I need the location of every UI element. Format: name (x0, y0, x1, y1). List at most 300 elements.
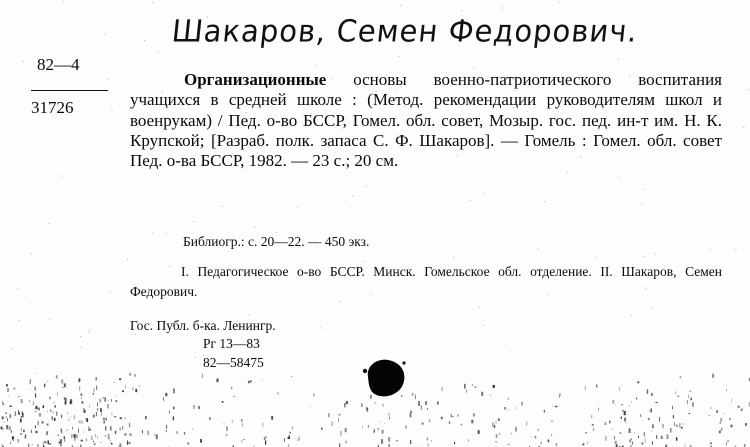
noise-speck (13, 437, 15, 441)
noise-speck (114, 382, 115, 383)
noise-speck (504, 344, 505, 345)
noise-speck (11, 430, 12, 433)
noise-speck (555, 406, 557, 408)
noise-speck (80, 336, 81, 337)
noise-speck (122, 426, 123, 430)
noise-speck (470, 200, 471, 201)
noise-speck (243, 439, 245, 440)
noise-speck (498, 418, 500, 421)
noise-speck (125, 433, 127, 435)
noise-speck (494, 425, 495, 428)
noise-speck (741, 409, 743, 412)
noise-speck (632, 442, 633, 445)
noise-speck (587, 441, 588, 444)
noise-speck (709, 415, 710, 416)
noise-speck (429, 419, 431, 422)
noise-speck (13, 388, 15, 390)
noise-speck (297, 206, 298, 207)
noise-speck (461, 424, 462, 425)
noise-speck (148, 431, 149, 435)
noise-speck (462, 10, 463, 11)
noise-speck (108, 434, 110, 437)
noise-speck (35, 393, 36, 397)
noise-speck (38, 421, 39, 425)
noise-speck (144, 40, 145, 41)
noise-speck (345, 441, 346, 444)
noise-speck (526, 421, 527, 425)
noise-speck (471, 420, 473, 424)
noise-speck (133, 387, 134, 390)
noise-speck (70, 399, 72, 404)
noise-speck (81, 440, 83, 442)
noise-speck (130, 434, 132, 436)
noise-speck (292, 426, 293, 429)
noise-speck (710, 443, 712, 444)
noise-speck (90, 329, 91, 330)
noise-speck (724, 413, 725, 415)
noise-speck (53, 402, 54, 403)
noise-speck (332, 421, 333, 426)
noise-speck (105, 435, 106, 437)
noise-speck (479, 307, 480, 308)
noise-speck (481, 392, 483, 396)
noise-speck (134, 374, 136, 377)
noise-speck (538, 249, 539, 250)
noise-speck (647, 389, 648, 394)
noise-speck (458, 414, 459, 416)
noise-speck (79, 421, 81, 424)
noise-speck (412, 393, 414, 396)
tracings (130, 262, 722, 302)
noise-speck (596, 385, 597, 388)
noise-speck (710, 249, 711, 250)
noise-speck (726, 442, 727, 446)
noise-speck (115, 431, 116, 434)
noise-speck (625, 422, 626, 423)
noise-speck (176, 431, 178, 434)
noise-speck (483, 325, 484, 326)
noise-speck (591, 415, 592, 418)
noise-speck (475, 386, 477, 388)
noise-speck (615, 404, 616, 405)
noise-speck (18, 320, 19, 321)
noise-speck (441, 417, 443, 420)
noise-speck (74, 415, 75, 419)
noise-speck (425, 401, 426, 405)
noise-speck (673, 415, 674, 418)
noise-speck (184, 432, 185, 435)
noise-speck (18, 410, 19, 412)
noise-speck (515, 427, 517, 432)
bibliography-note: Библиогр.: с. 20—22. — 450 экз. (183, 234, 370, 249)
noise-speck (105, 397, 106, 401)
noise-speck (661, 436, 663, 439)
noise-speck (731, 425, 733, 428)
noise-speck (592, 424, 594, 426)
noise-speck (21, 399, 23, 403)
noise-speck (120, 443, 122, 447)
noise-speck (644, 432, 645, 436)
noise-speck (735, 249, 736, 250)
noise-speck (291, 376, 292, 377)
noise-speck (56, 375, 58, 378)
noise-speck (410, 411, 412, 413)
noise-speck (652, 424, 654, 428)
noise-speck (366, 407, 368, 410)
noise-speck (231, 387, 232, 390)
noise-speck (454, 442, 455, 444)
noise-speck (651, 393, 653, 396)
noise-speck (39, 413, 41, 416)
noise-speck (631, 401, 632, 402)
noise-speck (557, 406, 559, 407)
noise-speck (629, 405, 630, 406)
noise-speck (103, 418, 105, 420)
noise-speck (104, 34, 105, 35)
noise-speck (67, 430, 68, 431)
noise-speck (112, 416, 113, 417)
shelf-divider (31, 90, 108, 91)
noise-speck (193, 428, 194, 430)
noise-speck (194, 405, 195, 409)
noise-speck (677, 396, 679, 397)
noise-speck (464, 384, 466, 389)
noise-speck (615, 441, 617, 444)
noise-speck (110, 441, 111, 442)
noise-speck (69, 418, 70, 421)
noise-speck (687, 400, 688, 404)
noise-speck (642, 203, 643, 204)
noise-speck (85, 410, 86, 412)
noise-speck (605, 436, 606, 441)
noise-speck (676, 425, 678, 427)
noise-speck (683, 423, 684, 424)
noise-speck (531, 437, 532, 438)
noise-speck (431, 440, 432, 442)
noise-speck (46, 431, 48, 435)
noise-speck (640, 414, 641, 417)
noise-speck (38, 408, 40, 411)
noise-speck (680, 376, 682, 379)
noise-speck (119, 428, 121, 431)
noise-speck (94, 443, 96, 445)
noise-speck (165, 393, 167, 396)
noise-speck (125, 418, 126, 420)
noise-speck (65, 398, 67, 402)
noise-speck (721, 428, 722, 431)
noise-speck (119, 445, 120, 447)
noise-speck (473, 68, 474, 69)
library-name: Гос. Публ. б-ка. Ленингр. (130, 318, 276, 333)
noise-speck (316, 65, 317, 66)
noise-speck (95, 434, 96, 437)
noise-speck (32, 444, 33, 445)
noise-speck (10, 442, 11, 445)
noise-speck (551, 434, 552, 436)
noise-speck (209, 417, 210, 420)
noise-speck (57, 392, 58, 396)
noise-speck (713, 374, 714, 378)
shelf-mark: 82—4 (37, 55, 80, 74)
noise-speck (99, 399, 101, 403)
noise-speck (264, 437, 266, 440)
noise-speck (662, 424, 663, 428)
noise-speck (675, 391, 676, 393)
noise-speck (421, 406, 422, 410)
noise-speck (511, 433, 512, 434)
noise-speck (87, 418, 89, 422)
noise-speck (86, 438, 87, 441)
noise-speck (585, 432, 587, 433)
noise-speck (503, 8, 504, 9)
noise-speck (490, 395, 491, 396)
noise-speck (263, 423, 264, 427)
noise-speck (112, 413, 113, 415)
noise-speck (125, 385, 126, 388)
noise-speck (50, 410, 51, 412)
noise-speck (108, 400, 109, 402)
noise-speck (84, 412, 85, 413)
noise-speck (743, 127, 744, 128)
noise-speck (43, 442, 44, 446)
noise-speck (559, 396, 560, 397)
noise-speck (672, 406, 673, 410)
noise-speck (556, 443, 557, 446)
noise-speck (173, 407, 174, 410)
noise-speck (232, 420, 233, 423)
noise-speck (54, 418, 56, 421)
noise-speck (29, 389, 30, 390)
noise-speck (361, 403, 363, 407)
noise-speck (44, 384, 46, 388)
noise-speck (119, 378, 121, 380)
noise-speck (629, 440, 631, 443)
noise-speck (241, 419, 242, 421)
noise-speck (35, 425, 36, 428)
noise-speck (49, 223, 50, 224)
noise-speck (451, 414, 452, 417)
noise-speck (620, 387, 621, 392)
noise-speck (43, 405, 45, 408)
noise-speck (381, 439, 383, 444)
noise-speck (410, 413, 412, 418)
noise-speck (405, 425, 406, 428)
noise-speck (367, 408, 369, 412)
noise-speck (74, 437, 75, 441)
noise-speck (222, 401, 224, 403)
library-number-2: 82—58475 (203, 355, 264, 370)
noise-speck (297, 440, 298, 441)
noise-speck (7, 418, 8, 421)
noise-speck (96, 412, 97, 416)
noise-speck (250, 381, 252, 383)
noise-speck (31, 430, 32, 433)
noise-speck (346, 401, 348, 404)
noise-speck (82, 420, 83, 424)
noise-speck (631, 438, 632, 440)
noise-speck (71, 401, 72, 402)
noise-speck (195, 357, 196, 358)
noise-speck (111, 399, 112, 402)
noise-speck (352, 196, 353, 197)
noise-speck (129, 373, 131, 376)
noise-speck (638, 436, 639, 438)
noise-speck (265, 436, 266, 438)
noise-speck (60, 439, 62, 444)
noise-speck (82, 401, 84, 404)
noise-speck (106, 418, 107, 421)
noise-speck (284, 438, 285, 442)
noise-speck (618, 58, 619, 59)
noise-speck (17, 288, 18, 289)
noise-speck (111, 443, 113, 445)
noise-speck (328, 413, 330, 417)
noise-speck (64, 439, 65, 442)
noise-speck (622, 410, 623, 412)
noise-speck (299, 437, 300, 441)
noise-speck (548, 440, 550, 443)
noise-speck (139, 386, 140, 388)
noise-speck (103, 397, 105, 398)
noise-speck (621, 404, 623, 405)
noise-speck (650, 409, 652, 413)
noise-speck (278, 393, 279, 395)
noise-speck (100, 442, 101, 443)
noise-speck (483, 193, 484, 194)
noise-speck (508, 409, 509, 410)
noise-speck (656, 435, 657, 439)
noise-speck (289, 432, 291, 434)
noise-speck (33, 401, 34, 405)
noise-speck (4, 422, 5, 423)
noise-speck (88, 426, 89, 431)
noise-speck (52, 417, 54, 420)
noise-speck (42, 421, 44, 424)
noise-speck (173, 416, 174, 420)
noise-speck (18, 396, 20, 397)
noise-speck (23, 430, 25, 433)
noise-speck (49, 397, 51, 400)
noise-speck (681, 427, 683, 429)
noise-speck (642, 189, 643, 190)
noise-speck (670, 428, 671, 433)
noise-speck (78, 378, 80, 382)
noise-speck (15, 411, 16, 416)
noise-speck (127, 440, 128, 445)
noise-speck (57, 435, 59, 436)
noise-speck (552, 405, 553, 406)
noise-speck (20, 419, 22, 423)
noise-speck (67, 412, 68, 413)
noise-speck (289, 435, 291, 439)
noise-speck (373, 431, 374, 433)
noise-speck (666, 434, 668, 439)
accession-number: 31726 (31, 98, 74, 117)
noise-speck (202, 374, 203, 378)
noise-speck (89, 429, 91, 431)
noise-speck (30, 379, 31, 384)
noise-speck (738, 406, 740, 408)
noise-speck (351, 207, 352, 208)
noise-speck (652, 430, 653, 432)
noise-speck (22, 411, 23, 415)
noise-speck (729, 418, 730, 420)
noise-speck (84, 431, 85, 432)
noise-speck (748, 89, 749, 90)
noise-speck (544, 410, 545, 413)
noise-speck (65, 401, 67, 404)
noise-speck (321, 428, 323, 430)
noise-speck (10, 406, 12, 408)
noise-speck (582, 443, 584, 445)
noise-speck (47, 411, 48, 412)
noise-speck (129, 423, 130, 427)
tracings-text: I. Педагогическое о-во БССР. Минск. Гомельское обл. отделение. II. Шакаров, Семен Федорович. (130, 264, 722, 299)
noise-speck (320, 327, 321, 328)
noise-speck (166, 425, 167, 429)
bibliographic-description (130, 70, 722, 171)
noise-speck (442, 387, 443, 391)
noise-speck (637, 381, 639, 383)
noise-speck (83, 408, 85, 412)
noise-speck (567, 172, 568, 173)
noise-speck (63, 1, 64, 2)
noise-speck (79, 386, 80, 391)
noise-speck (288, 437, 290, 439)
noise-speck (362, 427, 363, 428)
noise-speck (200, 439, 202, 443)
noise-speck (166, 430, 167, 432)
noise-speck (93, 415, 95, 418)
noise-speck (655, 254, 656, 255)
noise-speck (466, 389, 467, 392)
noise-speck (676, 437, 678, 440)
noise-speck (9, 426, 11, 430)
noise-speck (20, 433, 22, 434)
title-lead-word: Организационные (184, 70, 327, 89)
noise-speck (508, 444, 510, 445)
noise-speck (5, 413, 6, 414)
noise-speck (621, 417, 622, 419)
noise-speck (612, 429, 614, 430)
noise-speck (674, 422, 675, 426)
noise-speck (114, 416, 116, 417)
noise-speck (90, 428, 91, 429)
noise-speck (80, 347, 81, 348)
noise-speck (155, 433, 156, 436)
noise-speck (135, 389, 137, 392)
noise-speck (2, 417, 4, 420)
noise-speck (101, 411, 102, 416)
noise-speck (93, 441, 94, 442)
noise-speck (472, 385, 473, 386)
noise-speck (614, 436, 615, 439)
noise-speck (345, 428, 347, 432)
noise-speck (88, 331, 89, 332)
noise-speck (427, 408, 428, 410)
noise-speck (377, 428, 379, 429)
noise-speck (157, 52, 158, 53)
noise-speck (116, 400, 118, 402)
noise-speck (727, 440, 729, 442)
noise-speck (389, 413, 390, 416)
noise-speck (97, 408, 98, 411)
noise-speck (156, 434, 158, 439)
ink-blot (360, 355, 408, 399)
noise-speck (216, 379, 218, 383)
noise-speck (10, 414, 11, 418)
noise-speck (380, 421, 381, 422)
